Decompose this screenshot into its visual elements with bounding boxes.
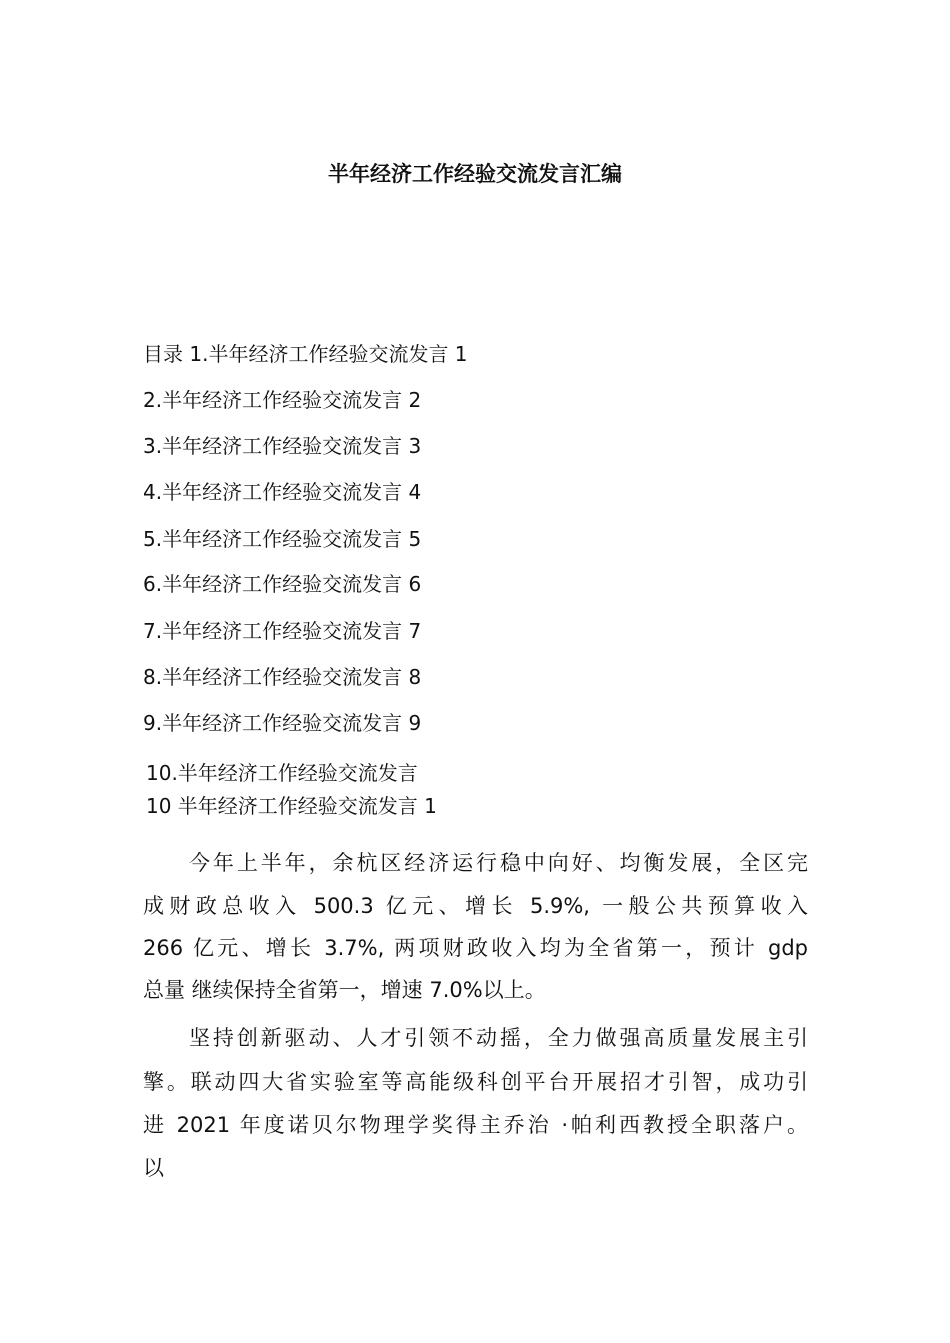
paragraph-line: 进 2021 年度诺贝尔物理学奖得主乔治 ·帕利西教授全职落户。: [143, 1113, 808, 1137]
toc-item: 3.半年经济工作经验交流发言 3: [143, 434, 422, 458]
toc-item: 9.半年经济工作经验交流发言 9: [143, 711, 422, 735]
toc-item: 4.半年经济工作经验交流发言 4: [143, 480, 422, 504]
paragraph-line: 总量 继续保持全省第一，增速 7.0%以上。: [143, 978, 546, 1002]
toc-item: 8.半年经济工作经验交流发言 8: [143, 665, 422, 689]
paragraph-line: 今年上半年，余杭区经济运行稳中向好、均衡发展，全区完: [189, 851, 808, 875]
toc-item: 5.半年经济工作经验交流发言 5: [143, 527, 422, 551]
document-title: 半年经济工作经验交流发言汇编: [328, 162, 622, 186]
toc-item: 2.半年经济工作经验交流发言 2: [143, 388, 422, 412]
toc-item: 6.半年经济工作经验交流发言 6: [143, 572, 422, 596]
paragraph-line: 以: [143, 1156, 164, 1180]
toc-item: 10.半年经济工作经验交流发言: [146, 761, 418, 785]
paragraph-line: 擎。联动四大省实验室等高能级科创平台开展招才引智，成功引: [143, 1070, 808, 1094]
paragraph-line: 坚持创新驱动、人才引领不动摇，全力做强高质量发展主引: [189, 1026, 808, 1050]
toc-item: 7.半年经济工作经验交流发言 7: [143, 619, 422, 643]
paragraph-line: 266 亿元、增长 3.7%, 两项财政收入均为全省第一，预计 gdp: [143, 936, 808, 960]
toc-item: 目录 1.半年经济工作经验交流发言 1: [143, 342, 468, 366]
paragraph-line: 成财政总收入 500.3 亿元、增长 5.9%, 一般公共预算收入: [143, 894, 808, 918]
toc-item: 10 半年经济工作经验交流发言 1: [146, 794, 437, 818]
